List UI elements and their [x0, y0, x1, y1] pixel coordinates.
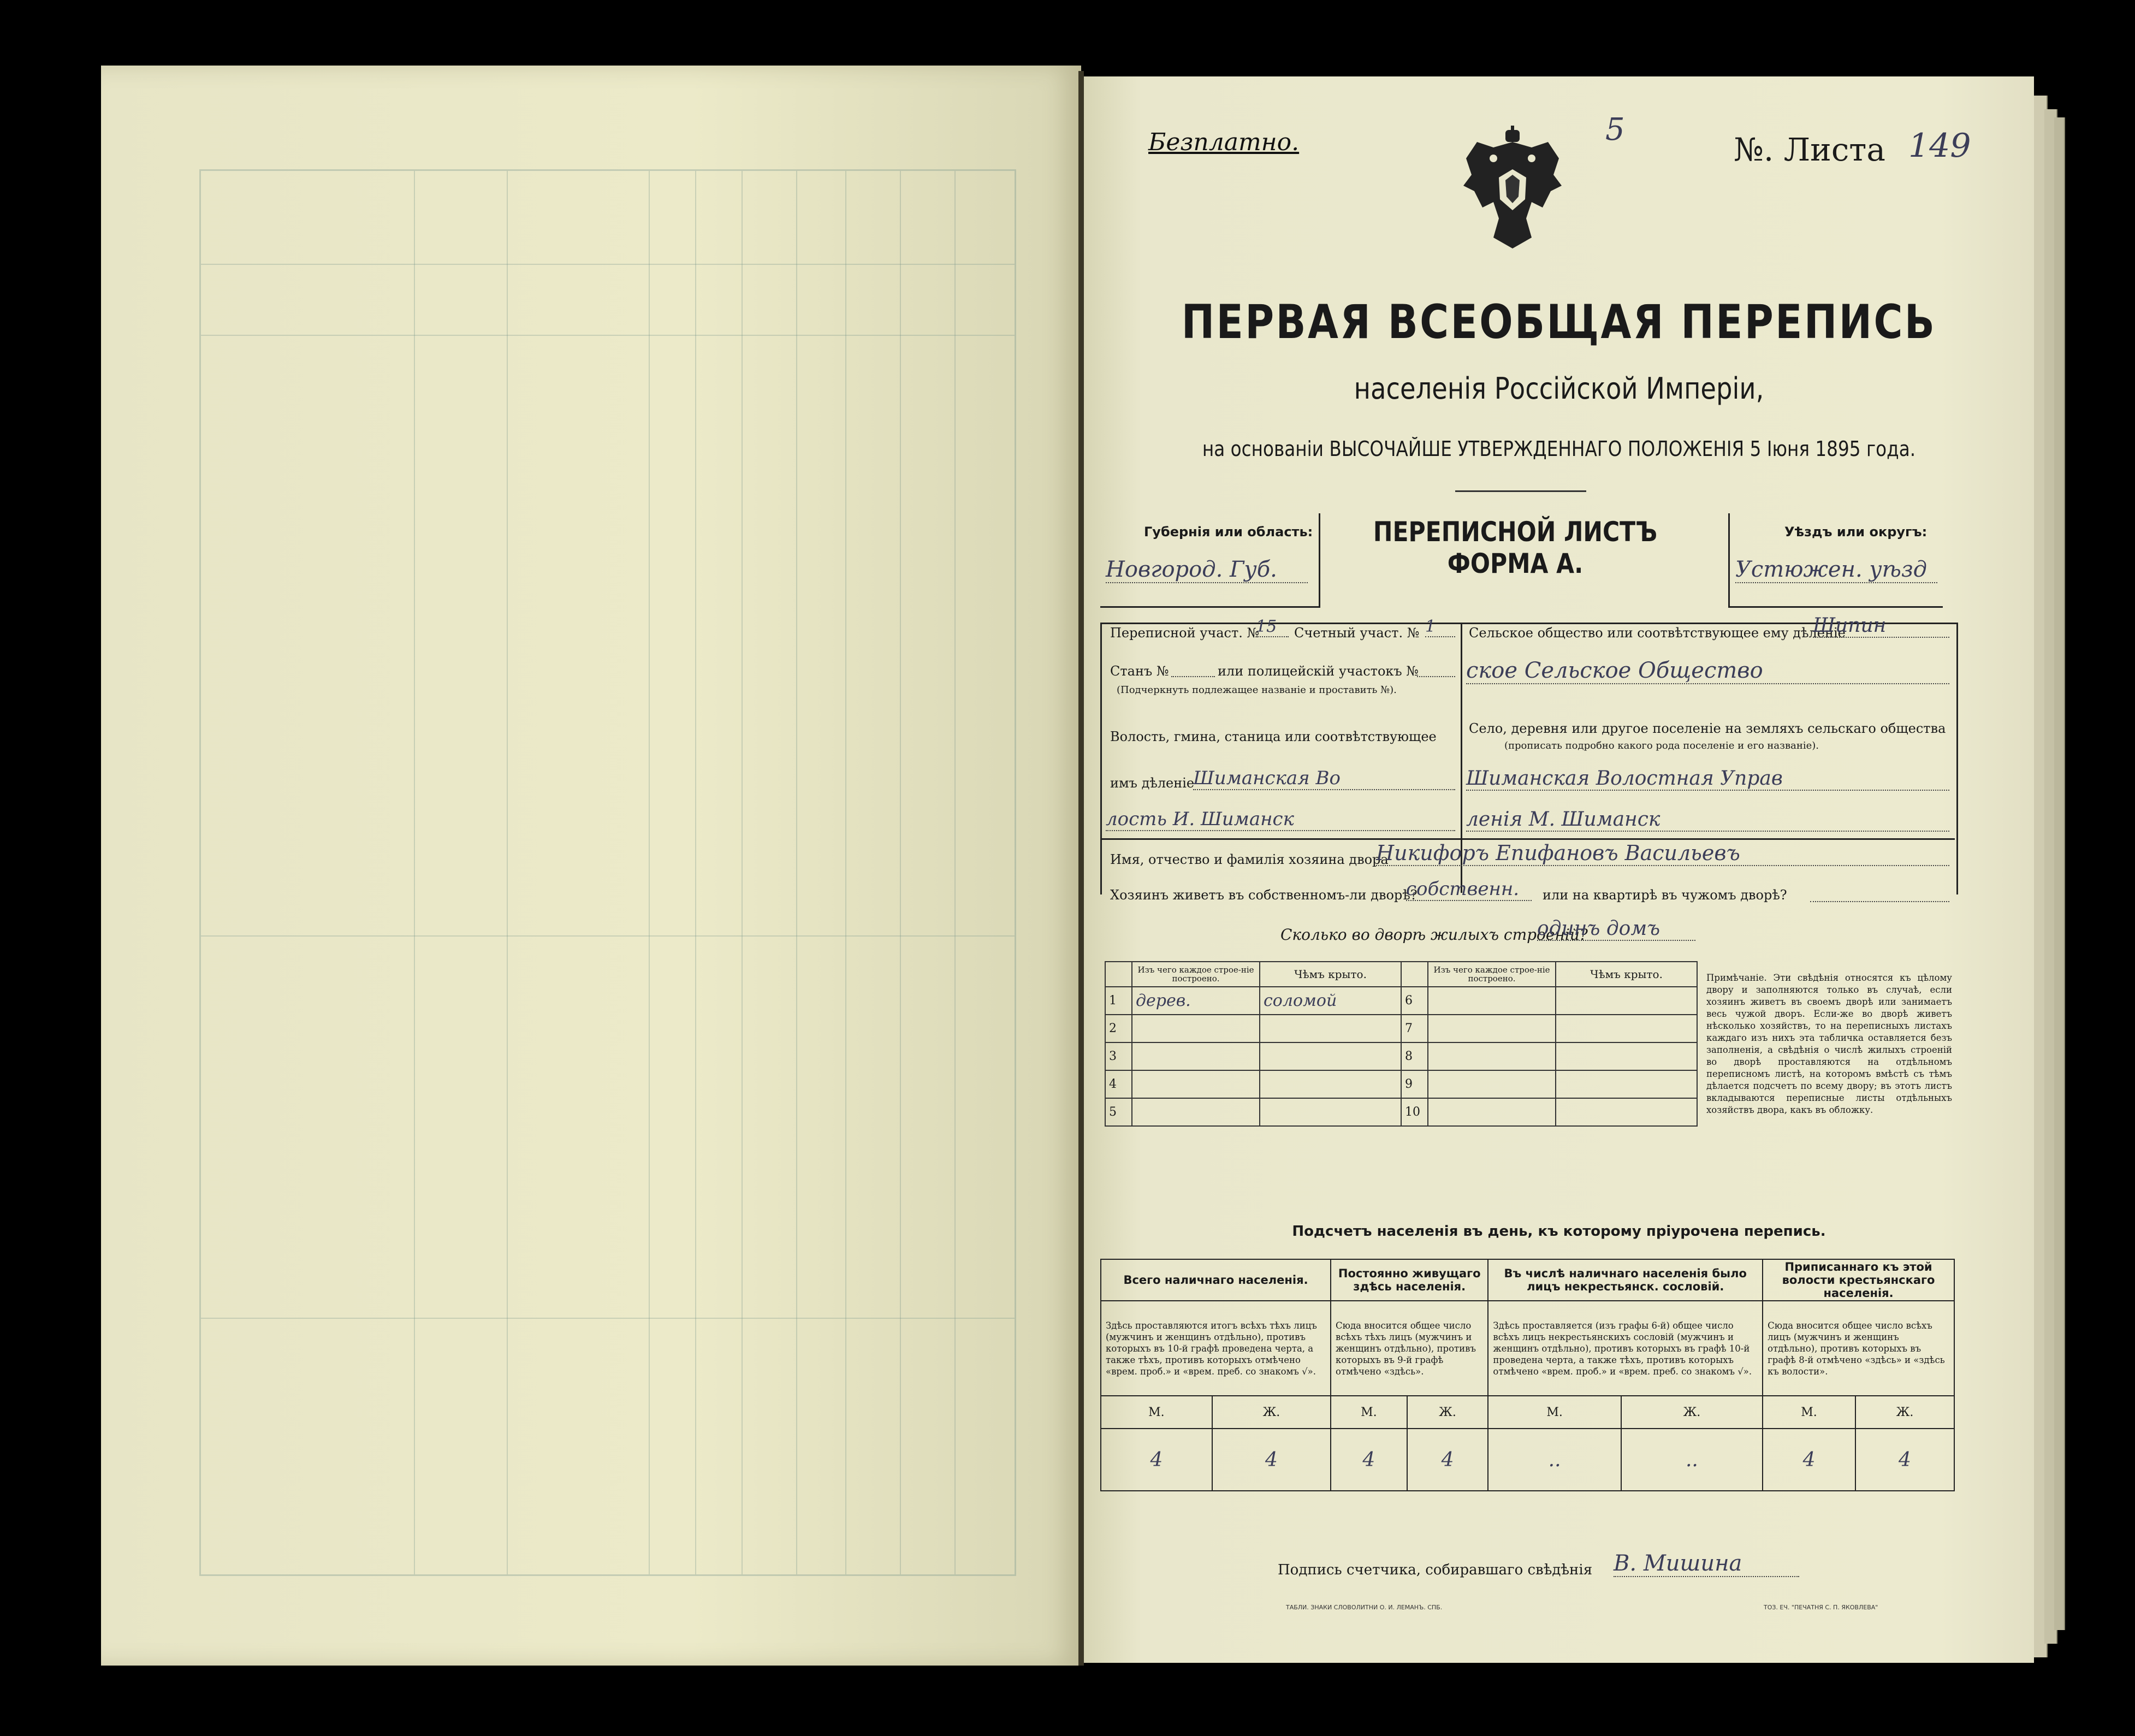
female-count: 4	[1407, 1429, 1488, 1491]
volost-label-2: имъ дѣленіе	[1110, 775, 1195, 791]
sheet-number-value: 149	[1908, 127, 1971, 165]
col-material-header-2: Изъ чего каждое строе-ніе построено.	[1428, 962, 1556, 987]
stan-mid-label: или полицейскій участокъ №	[1218, 663, 1419, 679]
selskoe-label: Сельское общество или соотвѣтствующее ему дѣленіе	[1469, 625, 1846, 641]
count-row	[1101, 1301, 1954, 1396]
building-row	[1105, 1070, 1697, 1098]
ornament-divider	[1455, 490, 1586, 492]
building-material	[1132, 1070, 1260, 1098]
building-material	[1428, 1015, 1556, 1042]
list-title-block	[1346, 516, 1685, 579]
building-roof	[1556, 1070, 1697, 1098]
uezd-label: Уѣздъ или округъ:	[1784, 524, 1928, 540]
female-count: ..	[1621, 1429, 1763, 1491]
fields-bottom-rule	[1100, 838, 1955, 840]
lives-tail-label: или на квартирѣ въ чужомъ дворѣ?	[1543, 887, 1787, 903]
lives-label: Хозяинъ живетъ въ собственномъ-ли дворѣ?	[1110, 887, 1418, 903]
building-row-number: 9	[1401, 1070, 1428, 1098]
buildings-value: одинъ домъ	[1537, 917, 1695, 941]
bleed-through-grid	[199, 169, 1016, 1576]
building-roof	[1260, 1098, 1401, 1126]
signature-label: Подпись счетчика, собиравшаго свѣдѣнія	[1278, 1562, 1593, 1578]
volost-value-2: лость И. Шиманск	[1106, 808, 1455, 831]
female-count: 4	[1855, 1429, 1954, 1491]
building-material	[1132, 1015, 1260, 1042]
count-column-header: Постоянно живущаго здѣсь населенія.	[1331, 1259, 1488, 1301]
female-label: Ж.	[1212, 1396, 1331, 1429]
buildings-table	[1105, 961, 1698, 1127]
count-column-description: Здѣсь проставляется (изъ графы 6-й) общее число всѣхъ лицъ некрестьянскихъ сословій (мужчинъ и женщинъ отдѣльно), противъ которыхъ въ графѣ 10-й проведена черта, а также тѣхъ, противъ которыхъ отмѣчено «врем. проб.» и «врем. преб. со знакомъ √».	[1488, 1301, 1763, 1396]
selo-value-1: Шиманская Волостная Управ	[1466, 767, 1949, 791]
building-row	[1105, 1042, 1697, 1070]
building-roof	[1260, 1042, 1401, 1070]
building-row	[1105, 1098, 1697, 1126]
building-material	[1428, 1098, 1556, 1126]
stan-note: (Подчеркнуть подлежащее названіе и проставить №).	[1117, 684, 1397, 696]
count-column-description: Сюда вносится общее число всѣхъ лицъ (мужчинъ и женщинъ отдѣльно), противъ которыхъ въ графѣ 8-й отмѣчено «здѣсь» и «здѣсь къ волости».	[1763, 1301, 1954, 1396]
perepisnoy-value: 15	[1256, 617, 1289, 637]
selo-value-2: ленія М. Шиманск	[1466, 808, 1949, 832]
stan-label: Станъ №	[1110, 663, 1169, 679]
book-binding	[1078, 71, 1084, 1666]
double-headed-eagle-icon	[1461, 126, 1564, 251]
male-label: М.	[1101, 1396, 1212, 1429]
male-count: 4	[1763, 1429, 1855, 1491]
building-row-number: 7	[1401, 1015, 1428, 1042]
sheet-number-label: №. Листа	[1734, 131, 1885, 168]
volost-value-1: Шиманская Во	[1193, 767, 1455, 790]
form-title: ФОРМА А.	[1447, 548, 1584, 579]
building-roof	[1556, 1015, 1697, 1042]
perepisnoy-label: Переписной участ. №	[1110, 625, 1260, 641]
count-title: Подсчетъ населенія въ день, къ которому пріурочена перепись.	[1292, 1223, 1826, 1240]
volost-label: Волость, гмина, станица или соотвѣтствующее	[1110, 729, 1437, 744]
population-count-table	[1100, 1259, 1955, 1491]
title-decree: на основаніи ВЫСОЧАЙШЕ УТВЕРЖДЕННАГО ПОЛОЖЕНІЯ 5 Іюня 1895 года.	[1202, 437, 1916, 461]
stan-value	[1171, 676, 1215, 677]
building-roof	[1556, 987, 1697, 1015]
male-count: ..	[1488, 1429, 1621, 1491]
uezd-value: Устюжен. уѣзд	[1735, 557, 1937, 583]
col-roof-header: Чѣмъ крыто.	[1260, 962, 1401, 987]
footer-left: ТАБЛИ. ЗНАКИ СЛОВОЛИТНИ О. И. ЛЕМАНЪ. СПБ.	[1286, 1604, 1443, 1611]
col-roof-header-2: Чѣмъ крыто.	[1556, 962, 1697, 987]
count-row	[1101, 1259, 1954, 1301]
gubernia-box	[1100, 513, 1320, 608]
lives-tail-value	[1810, 901, 1949, 902]
footer-right: ТОЗ. ЕЧ. "ПЕЧАТНЯ С. П. ЯКОВЛЕВА"	[1764, 1604, 1878, 1611]
building-row	[1105, 1015, 1697, 1042]
building-roof: соломой	[1260, 987, 1401, 1015]
owner-value: Никифоръ Епифановъ Васильевъ	[1376, 841, 1949, 866]
male-label: М.	[1488, 1396, 1621, 1429]
selo-note: (прописать подробно какого рода поселеніе и его названіе).	[1504, 740, 1819, 751]
count-row	[1101, 1429, 1954, 1491]
building-row-number: 8	[1401, 1042, 1428, 1070]
building-material	[1428, 987, 1556, 1015]
female-count: 4	[1212, 1429, 1331, 1491]
building-roof	[1556, 1042, 1697, 1070]
female-label: Ж.	[1407, 1396, 1488, 1429]
gubernia-label: Губернія или область:	[1144, 524, 1313, 540]
building-row-number: 3	[1105, 1042, 1132, 1070]
count-column-header: Въ числѣ наличнаго населенія было лицъ некрестьянск. сословій.	[1488, 1259, 1763, 1301]
selo-label: Село, деревня или другое поселеніе на земляхъ сельскаго общества	[1469, 721, 1946, 736]
building-material	[1428, 1070, 1556, 1098]
buildings-label: Сколько во дворѣ жилыхъ строеній?	[1280, 926, 1588, 944]
buildings-note: Примѣчаніе. Эти свѣдѣнія относятся къ цѣлому двору и заполняются только въ случаѣ, если хозяинъ живетъ въ своемъ дворѣ или занимаетъ весь чужой дворъ. Если-же во дворѣ живетъ нѣсколько хозяйствъ, то на переписныхъ листахъ каждаго изъ нихъ эта табличка оставляется безъ заполненія, а свѣдѣнія о числѣ жилыхъ строеній во дворѣ проставляются на отдѣльномъ переписномъ листѣ, на которомъ вмѣстѣ съ тѣмъ дѣлается подсчетъ по всему двору; въ этотъ листъ вкладываются переписные листы отдѣльныхъ хозяйствъ двора, какъ въ обложку.	[1706, 973, 1952, 1115]
count-column-description: Здѣсь проставляются итогъ всѣхъ тѣхъ лицъ (мужчинъ и женщинъ отдѣльно), противъ которыхъ въ 10-й графѣ проведена черта, а также тѣхъ, противъ которыхъ отмѣчено «врем. проб.» и «врем. преб. со знакомъ √».	[1101, 1301, 1331, 1396]
female-label: Ж.	[1855, 1396, 1954, 1429]
count-column-header: Приписаннаго къ этой волости крестьянскаго населенія.	[1763, 1259, 1954, 1301]
building-roof	[1260, 1070, 1401, 1098]
schetny-value: 1	[1425, 617, 1455, 637]
count-row	[1101, 1396, 1954, 1429]
col-material-header: Изъ чего каждое строе-ніе построено.	[1132, 962, 1260, 987]
building-row-number: 2	[1105, 1015, 1132, 1042]
left-page	[101, 66, 1081, 1666]
selskoe-value-1: Шипин	[1813, 614, 1949, 638]
building-roof	[1260, 1015, 1401, 1042]
building-row-number: 6	[1401, 987, 1428, 1015]
selskoe-value-2: ское Сельское Общество	[1466, 658, 1949, 684]
count-column-description: Сюда вносится общее число всѣхъ тѣхъ лицъ (мужчинъ и женщинъ отдѣльно), противъ которыхъ въ 9-й графѣ отмѣчено «здѣсь».	[1331, 1301, 1488, 1396]
male-count: 4	[1331, 1429, 1407, 1491]
uezd-box	[1728, 513, 1943, 608]
count-column-header: Всего наличнаго населенія.	[1101, 1259, 1331, 1301]
list-title: ПЕРЕПИСНОЙ ЛИСТЪ	[1373, 516, 1658, 548]
schetny-label: Счетный участ. №	[1294, 625, 1420, 641]
title-subtitle: населенія Россійской Имперіи,	[1354, 371, 1764, 406]
building-row-number: 10	[1401, 1098, 1428, 1126]
male-label: М.	[1763, 1396, 1855, 1429]
female-label: Ж.	[1621, 1396, 1763, 1429]
male-label: М.	[1331, 1396, 1407, 1429]
free-label: Безплатно.	[1148, 128, 1300, 156]
building-material: дерев.	[1132, 987, 1260, 1015]
lives-value: собственн.	[1406, 878, 1532, 901]
building-row-number: 5	[1105, 1098, 1132, 1126]
sheet-edge	[2054, 117, 2065, 1630]
page-title: ПЕРВАЯ ВСЕОБЩАЯ ПЕРЕПИСЬ	[1181, 295, 1937, 349]
census-form-page	[1084, 76, 2034, 1663]
building-material	[1428, 1042, 1556, 1070]
building-row-number: 4	[1105, 1070, 1132, 1098]
building-row	[1105, 987, 1697, 1015]
gubernia-value: Новгород. Губ.	[1106, 557, 1308, 583]
police-value	[1417, 676, 1455, 677]
building-material	[1132, 1042, 1260, 1070]
building-row-number: 1	[1105, 987, 1132, 1015]
building-roof	[1556, 1098, 1697, 1126]
male-count: 4	[1101, 1429, 1212, 1491]
owner-label: Имя, отчество и фамилія хозяина двора	[1110, 852, 1389, 867]
page-mark: 5	[1605, 112, 1625, 147]
signature-value: В. Мишина	[1614, 1551, 1799, 1577]
building-material	[1132, 1098, 1260, 1126]
